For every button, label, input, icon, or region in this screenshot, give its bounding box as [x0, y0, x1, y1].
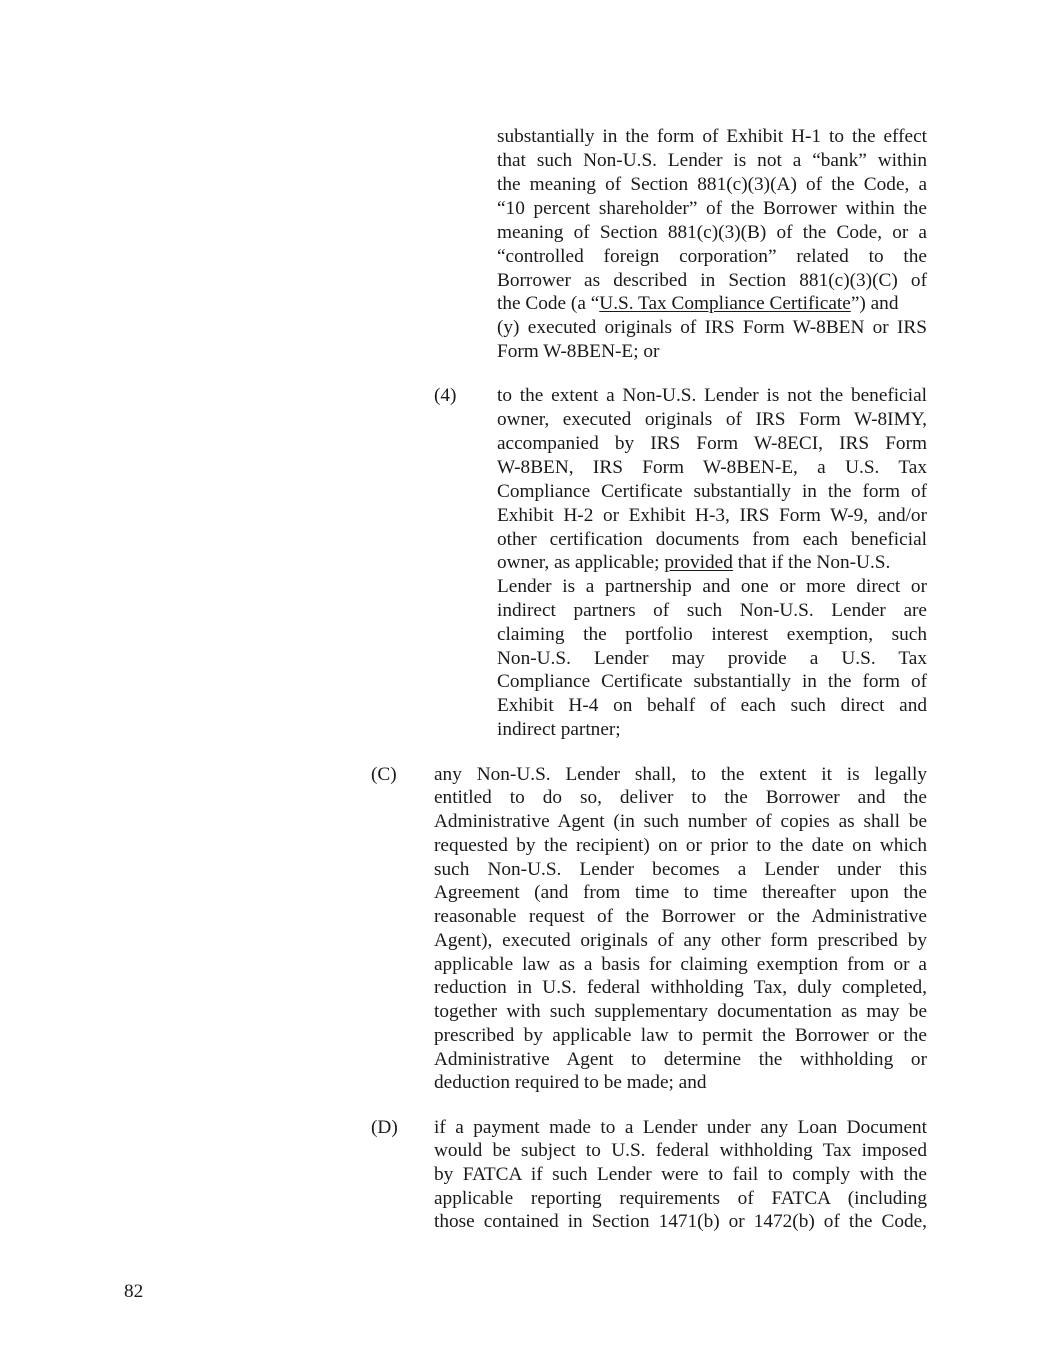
- text-line: “controlled foreign corporation” related to the: [497, 246, 927, 267]
- page-number: 82: [124, 1281, 144, 1302]
- text-line: if a payment made to a Lender under any Loan Document: [434, 1117, 927, 1138]
- text-line: Exhibit H-2 or Exhibit H-3, IRS Form W-9, and/or: [497, 505, 927, 526]
- text-segment: ”) and: [850, 293, 899, 314]
- text-line: to the extent a Non-U.S. Lender is not the beneficial: [497, 385, 927, 406]
- text-line: meaning of Section 881(c)(3)(B) of the Code, or a: [497, 222, 927, 243]
- text-line: deduction required to be made; and: [434, 1072, 707, 1093]
- clause-label: (4): [434, 385, 457, 406]
- text-line: Agent), executed originals of any other form prescribed by: [434, 930, 927, 951]
- text-line: Agreement (and from time to time thereafter upon the: [434, 882, 927, 903]
- text-line: together with such supplementary documentation as may be: [434, 1001, 927, 1022]
- text-line: those contained in Section 1471(b) or 1472(b) of the Code,: [434, 1211, 927, 1232]
- text-line: that such Non-U.S. Lender is not a “bank” within: [497, 150, 927, 171]
- text-line: substantially in the form of Exhibit H-1 to the effect: [497, 126, 927, 147]
- text-line: entitled to do so, deliver to the Borrower and the: [434, 787, 927, 808]
- text-line: indirect partners of such Non-U.S. Lender are: [497, 600, 927, 621]
- text-line: reduction in U.S. federal withholding Tax, duly completed,: [434, 977, 927, 998]
- text-segment: the Code (a “: [497, 293, 600, 314]
- text-line: Exhibit H-4 on behalf of each such direct and: [497, 695, 927, 716]
- text-line: Non-U.S. Lender may provide a U.S. Tax: [497, 648, 927, 669]
- text-line: other certification documents from each beneficial: [497, 529, 927, 550]
- text-line-with-defined-term: [497, 292, 927, 316]
- text-line: indirect partner;: [497, 719, 621, 740]
- text-segment: owner, as applicable;: [497, 552, 665, 573]
- text-line: owner, executed originals of IRS Form W-8IMY,: [497, 409, 927, 430]
- text-line: by FATCA if such Lender were to fail to comply with the: [434, 1164, 927, 1185]
- text-line: W-8BEN, IRS Form W-8BEN-E, a U.S. Tax: [497, 457, 927, 478]
- text-line: the meaning of Section 881(c)(3)(A) of the Code, a: [497, 174, 927, 195]
- defined-term-us-tax-compliance-certificate: U.S. Tax Compliance Certificate: [599, 293, 851, 314]
- text-line: applicable reporting requirements of FATCA (including: [434, 1188, 927, 1209]
- text-line: Borrower as described in Section 881(c)(3)(C) of: [497, 270, 927, 291]
- text-line: Form W-8BEN-E; or: [497, 341, 660, 362]
- text-line: prescribed by applicable law to permit the Borrower or the: [434, 1025, 927, 1046]
- text-line: Lender is a partnership and one or more direct or: [497, 576, 927, 597]
- text-line: reasonable request of the Borrower or the Administrative: [434, 906, 927, 927]
- text-line: such Non-U.S. Lender becomes a Lender under this: [434, 859, 927, 880]
- clause-label: (C): [371, 764, 397, 785]
- text-line: Compliance Certificate substantially in the form of: [497, 671, 927, 692]
- text-line: Administrative Agent to determine the withholding or: [434, 1049, 927, 1070]
- clause-label: (D): [371, 1117, 398, 1138]
- text-line: claiming the portfolio interest exemption, such: [497, 624, 927, 645]
- text-segment: that if the Non-U.S.: [732, 552, 891, 573]
- text-line: any Non-U.S. Lender shall, to the extent it is legally: [434, 764, 927, 785]
- text-line: requested by the recipient) on or prior to the date on which: [434, 835, 927, 856]
- text-line: Administrative Agent (in such number of copies as shall be: [434, 811, 927, 832]
- text-line-with-proviso: [497, 551, 927, 575]
- text-line: “10 percent shareholder” of the Borrower within the: [497, 198, 927, 219]
- text-line: accompanied by IRS Form W-8ECI, IRS Form: [497, 433, 927, 454]
- proviso-term: provided: [664, 552, 733, 573]
- text-line: would be subject to U.S. federal withholding Tax imposed: [434, 1140, 927, 1161]
- text-line: (y) executed originals of IRS Form W-8BEN or IRS: [497, 317, 927, 338]
- text-line: applicable law as a basis for claiming exemption from or a: [434, 954, 927, 975]
- text-line: Compliance Certificate substantially in the form of: [497, 481, 927, 502]
